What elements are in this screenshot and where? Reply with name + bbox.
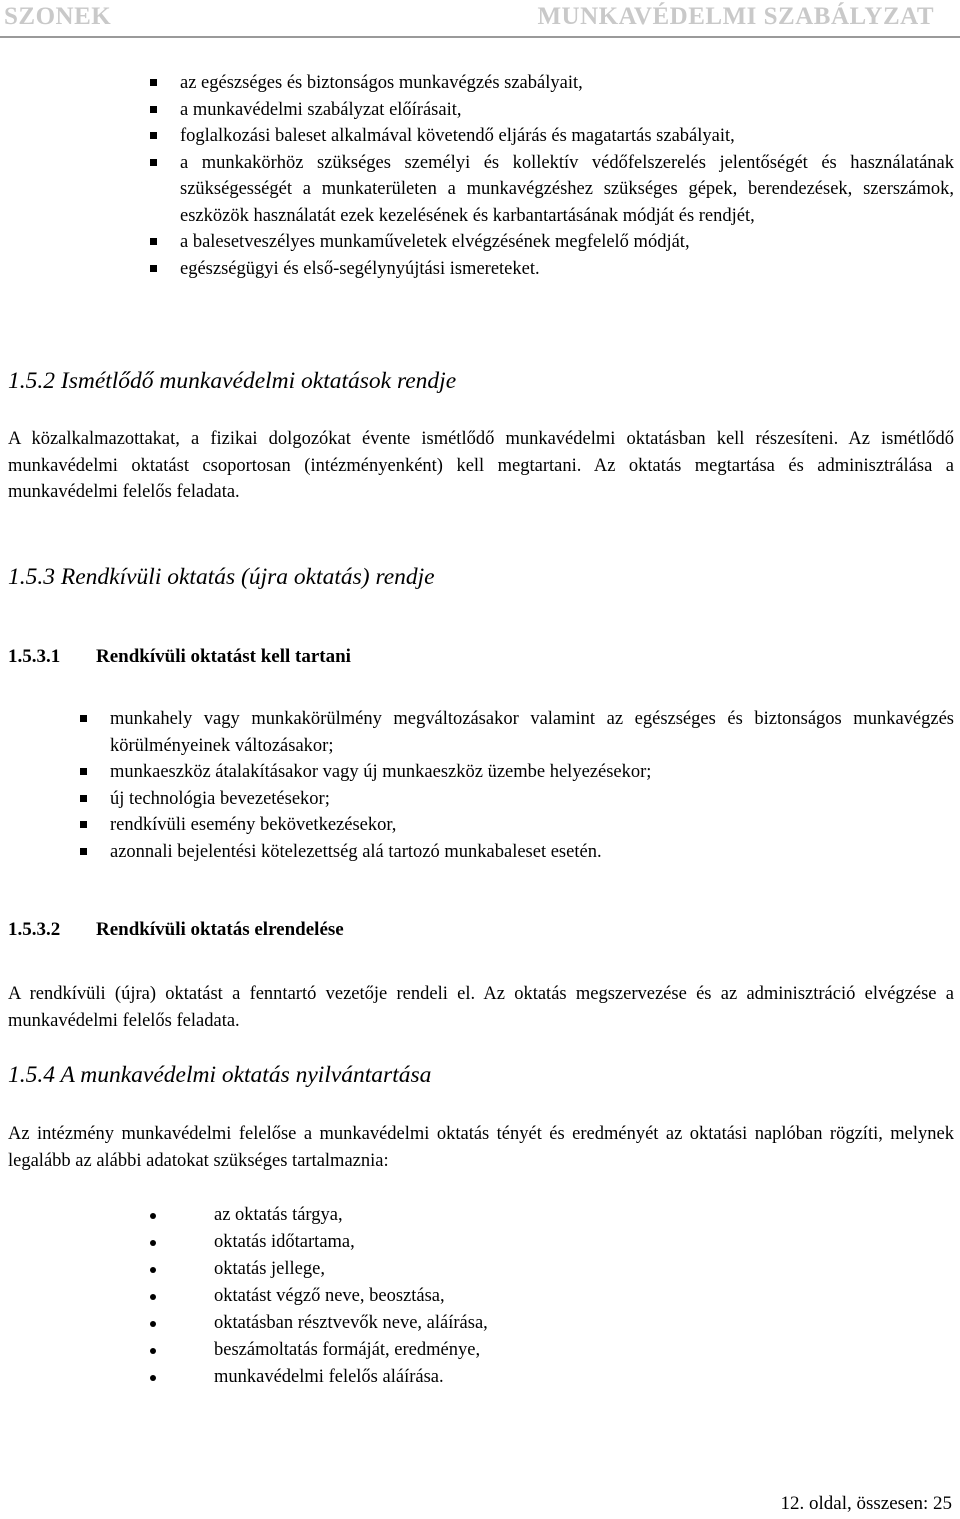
section-paragraph-1-5-3-2: A rendkívüli (újra) oktatást a fenntartó vezetője rendeli el. Az oktatás megszervezése és az adminisztráció elvégzése a munkavédelmi felelős feladata. bbox=[8, 984, 954, 1031]
list-item: a balesetveszélyes munkaműveletek elvégzésének megfelelő módját, bbox=[150, 229, 954, 256]
round-bullet-icon bbox=[150, 1375, 156, 1381]
section-heading-1-5-2: 1.5.2 Ismétlődő munkavédelmi oktatások rendje bbox=[8, 368, 457, 394]
list-item: egészségügyi és első-segélynyújtási ismereteket. bbox=[150, 256, 954, 283]
list-item: munkavédelmi felelős aláírása. bbox=[150, 1364, 488, 1391]
square-bullet-icon bbox=[150, 238, 157, 245]
list-item: foglalkozási baleset alkalmával követendő eljárás és magatartás szabályait, bbox=[150, 123, 954, 150]
subsection-heading-1-5-3-1 bbox=[8, 646, 351, 668]
page-header bbox=[0, 0, 960, 40]
square-bullet-icon bbox=[80, 821, 87, 828]
round-bullet-icon bbox=[150, 1213, 156, 1219]
list-item: az oktatás tárgya, bbox=[150, 1202, 488, 1229]
list-item: azonnali bejelentési kötelezettség alá tartozó munkabaleset esetén. bbox=[80, 839, 954, 866]
subsection-number: 1.5.3.1 bbox=[8, 646, 61, 667]
square-bullet-icon bbox=[80, 795, 87, 802]
subsection-title: Rendkívüli oktatást kell tartani bbox=[96, 646, 351, 667]
section-heading-1-5-4: 1.5.4 A munkavédelmi oktatás nyilvántartása bbox=[8, 1062, 432, 1088]
section-heading-1-5-3: 1.5.3 Rendkívüli oktatás (újra oktatás) rendje bbox=[8, 564, 435, 590]
round-bullet-icon bbox=[150, 1294, 156, 1300]
square-bullet-icon bbox=[150, 265, 157, 272]
list-item: rendkívüli esemény bekövetkezésekor, bbox=[80, 812, 954, 839]
list-item: munkaeszköz átalakításakor vagy új munkaeszköz üzembe helyezésekor; bbox=[80, 759, 954, 786]
list-item: beszámoltatás formáját, eredménye, bbox=[150, 1337, 488, 1364]
extraordinary-training-cases-list bbox=[80, 706, 954, 865]
round-bullet-icon bbox=[150, 1267, 156, 1273]
page-number: 12. oldal, összesen: 25 bbox=[780, 1493, 952, 1514]
header-rule bbox=[0, 36, 960, 38]
section-paragraph-1-5-4: Az intézmény munkavédelmi felelőse a munkavédelmi oktatás tényét és eredményét az oktatási naplóban rögzíti, melynek legalább az alábbi adatokat szükséges tartalmaznia: bbox=[8, 1124, 954, 1171]
list-item: oktatás jellege, bbox=[150, 1256, 488, 1283]
square-bullet-icon bbox=[150, 132, 157, 139]
round-bullet-icon bbox=[150, 1348, 156, 1354]
square-bullet-icon bbox=[80, 848, 87, 855]
list-item: a munkavédelmi szabályzat előírásait, bbox=[150, 97, 954, 124]
list-item: oktatást végző neve, beosztása, bbox=[150, 1283, 488, 1310]
training-topics-list bbox=[150, 70, 954, 282]
header-org-name: SZONEK bbox=[4, 3, 112, 30]
subsection-number: 1.5.3.2 bbox=[8, 919, 61, 940]
square-bullet-icon bbox=[150, 79, 157, 86]
list-item: oktatás időtartama, bbox=[150, 1229, 488, 1256]
section-paragraph-1-5-2: A közalkalmazottakat, a fizikai dolgozókat évente ismétlődő munkavédelmi oktatásban kell részesíteni. Az ismétlődő munkavédelmi oktatást csoportosan (intézményenként) kell megtartani. Az oktatás megtartása és adminisztrálása a munkavédelmi felelős feladata. bbox=[8, 429, 954, 502]
training-log-fields-list bbox=[150, 1202, 488, 1391]
subsection-heading-1-5-3-2 bbox=[8, 919, 344, 941]
square-bullet-icon bbox=[80, 715, 87, 722]
list-item: oktatásban résztvevők neve, aláírása, bbox=[150, 1310, 488, 1337]
subsection-title: Rendkívüli oktatás elrendelése bbox=[96, 919, 344, 940]
header-doc-title: MUNKAVÉDELMI SZABÁLYZAT bbox=[537, 3, 934, 30]
list-item: az egészséges és biztonságos munkavégzés szabályait, bbox=[150, 70, 954, 97]
round-bullet-icon bbox=[150, 1240, 156, 1246]
round-bullet-icon bbox=[150, 1321, 156, 1327]
square-bullet-icon bbox=[80, 768, 87, 775]
square-bullet-icon bbox=[150, 106, 157, 113]
list-item: munkahely vagy munkakörülmény megváltozásakor valamint az egészséges és biztonságos munkavégzés körülményeinek változásakor; bbox=[80, 706, 954, 759]
list-item: a munkakörhöz szükséges személyi és kollektív védőfelszerelés jelentőségét és használatának szükségességét a munkaterületen a munkavégzéshez szükséges gépek, berendezések, szerszámok, eszközök használatát ezek kezelésének és karbantartásának módját és rendjét, bbox=[150, 150, 954, 230]
list-item: új technológia bevezetésekor; bbox=[80, 786, 954, 813]
square-bullet-icon bbox=[150, 159, 157, 166]
